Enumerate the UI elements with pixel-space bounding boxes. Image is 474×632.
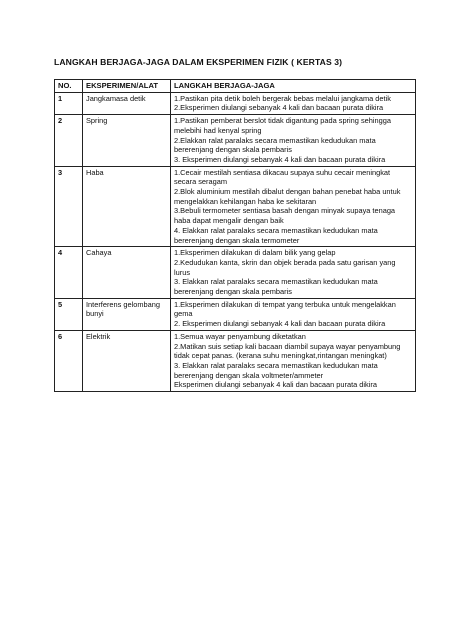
- row-steps: [171, 247, 416, 299]
- step-text: 1.Pastikan pita detik boleh bergerak bebas melalui jangkama detik: [174, 93, 391, 103]
- row-steps: [171, 330, 416, 391]
- step-text: 2.Eksperimen diulangi sebanyak 4 kali dan bacaan purata dikira: [174, 103, 384, 113]
- table-row: [55, 92, 416, 114]
- row-equipment: Haba: [83, 166, 171, 247]
- step-text: 1.Eksperimen dilakukan di tempat yang terbuka untuk mengelakkan gema: [174, 299, 396, 319]
- step-text: 3. Elakkan ralat paralaks secara memastikan kedudukan mata bererenjang dengan skala voltmeter/ammeter: [174, 360, 378, 380]
- document-title: LANGKAH BERJAGA-JAGA DALAM EKSPERIMEN FIZIK ( KERTAS 3): [54, 57, 343, 67]
- table-header-row: [55, 80, 416, 93]
- header-equipment: EKSPERIMEN/ALAT: [83, 80, 171, 93]
- step-text: 2.Matikan suis setiap kali bacaan diambil supaya wayar penyambung tidak cepat panas. (kerana suhu meningkat,rintangan meningkat): [174, 341, 401, 361]
- row-equipment: Cahaya: [83, 247, 171, 299]
- row-number: 1: [55, 92, 83, 114]
- row-equipment: Jangkamasa detik: [83, 92, 171, 114]
- row-number: 3: [55, 166, 83, 247]
- row-steps: [171, 166, 416, 247]
- step-text: Eksperimen diulangi sebanyak 4 kali dan bacaan purata dikira: [174, 380, 377, 390]
- step-text: 4. Elakkan ralat paralaks secara memastikan kedudukan mata bererenjang dengan skala termometer: [174, 225, 378, 245]
- row-steps: [171, 92, 416, 114]
- step-text: 3.Bebuli termometer sentiasa basah dengan minyak supaya tenaga haba dapat mengalir dengan baik: [174, 206, 396, 226]
- table-row: [55, 166, 416, 247]
- row-number: 6: [55, 330, 83, 391]
- step-text: 2.Elakkan ralat paralaks secara memastikan kedudukan mata bererenjang dengan skala pembaris: [174, 135, 376, 155]
- table-row: [55, 298, 416, 330]
- row-steps: [171, 298, 416, 330]
- precautions-table: [54, 79, 416, 392]
- step-text: 1.Semua wayar penyambung diketatkan: [174, 331, 306, 341]
- table-row: [55, 330, 416, 391]
- step-text: 1.Eksperimen dilakukan di dalam bilik yang gelap: [174, 248, 336, 258]
- step-text: 3. Elakkan ralat paralaks secara memastikan kedudukan mata bererenjang dengan skala pembaris: [174, 277, 378, 297]
- step-text: 3. Eksperimen diulangi sebanyak 4 kali dan bacaan purata dikira: [174, 154, 386, 164]
- header-no: NO.: [55, 80, 83, 93]
- table-row: [55, 115, 416, 167]
- step-text: 2.Blok aluminium mestilah dibalut dengan bahan penebat haba untuk mengelakkan kehilangan haba ke sekitaran: [174, 187, 401, 206]
- header-steps: LANGKAH BERJAGA-JAGA: [171, 80, 416, 93]
- step-text: 1.Cecair mestilah sentiasa dikacau supaya suhu cecair meningkat secara seragam: [174, 167, 391, 187]
- table-row: [55, 247, 416, 299]
- step-text: 1.Pastikan pemberat berslot tidak digantung pada spring sehingga melebihi had kenyal spring: [174, 116, 391, 135]
- row-equipment: Spring: [83, 115, 171, 167]
- step-text: 2. Eksperimen diulangi sebanyak 4 kali dan bacaan purata dikira: [174, 319, 386, 329]
- row-number: 5: [55, 298, 83, 330]
- row-number: 2: [55, 115, 83, 167]
- step-text: 2.Kedudukan kanta, skrin dan objek berada pada satu garisan yang lurus: [174, 257, 396, 277]
- row-number: 4: [55, 247, 83, 299]
- row-equipment: Interferens gelombang bunyi: [83, 298, 171, 330]
- row-equipment: Elektrik: [83, 330, 171, 391]
- row-steps: [171, 115, 416, 167]
